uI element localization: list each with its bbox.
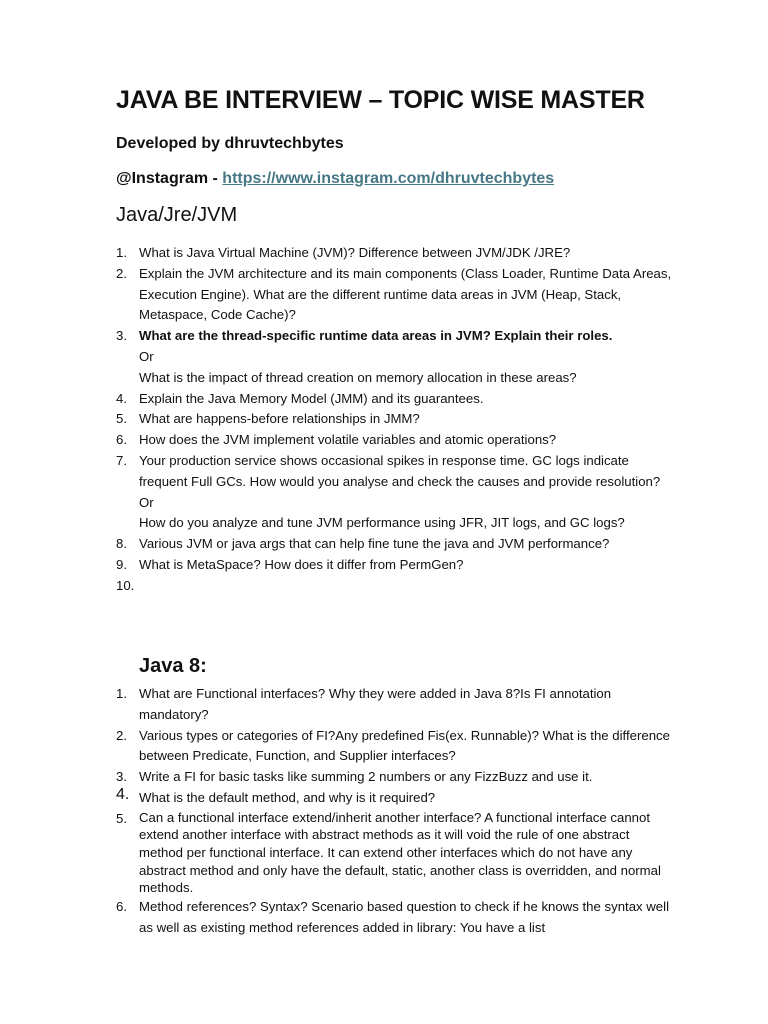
item-number: 2. — [116, 727, 127, 743]
list-item — [116, 389, 676, 410]
item-text: Can a functional interface extend/inherit another interface? A functional interface cannot extend another interface with abstract methods as it will void the rule of one abstract method per functional interface. It can extend other interfaces which do not have any abstract method and only have the default, static, another class is overridden, and normal methods. — [139, 809, 661, 896]
item-number: 1. — [116, 686, 127, 701]
list-item — [116, 809, 676, 897]
list-item — [116, 785, 676, 809]
item-text: Write a FI for basic tasks like summing 2 numbers or any FizzBuzz and use it. — [139, 769, 593, 785]
item-number: 3. — [116, 769, 127, 785]
list-item — [116, 726, 676, 768]
item-number: 8. — [116, 536, 127, 552]
author-line: Developed by dhruvtechbytes — [116, 135, 344, 152]
item-number: 4. — [116, 785, 130, 803]
instagram-line — [116, 170, 554, 188]
item-number: 10. — [116, 577, 135, 593]
list-item — [116, 555, 676, 576]
item-number: 3. — [116, 328, 127, 344]
item-number: 5. — [116, 810, 127, 826]
item-text: Method references? Syntax? Scenario based question to check if he knows the syntax well as well as existing method references added in library: You have a list — [139, 898, 669, 935]
item-number: 2. — [116, 265, 127, 281]
list-item — [116, 264, 676, 326]
item-text: What are happens-before relationships in JMM? — [139, 411, 420, 427]
section-heading-jvm: Java/Jre/JVM — [116, 204, 238, 226]
item-text: Explain the Java Memory Model (JMM) and its guarantees. — [139, 390, 484, 406]
list-item — [116, 684, 676, 726]
list-item — [116, 409, 676, 430]
item-text: What are Functional interfaces? Why they were added in Java 8?Is FI annotation mandatory? — [139, 686, 612, 722]
list-item — [116, 243, 676, 264]
item-number: 6. — [116, 432, 127, 448]
item-text: What is the default method, and why is it required? — [139, 789, 436, 805]
item-text: What is MetaSpace? How does it differ from PermGen? — [139, 556, 464, 572]
jvm-question-list — [116, 243, 676, 597]
item-or: Or — [139, 348, 154, 364]
list-item — [116, 451, 676, 534]
item-number: 5. — [116, 411, 127, 427]
list-item — [116, 576, 676, 597]
item-text: How does the JVM implement volatile variables and atomic operations? — [139, 432, 557, 448]
instagram-prefix: @Instagram - — [116, 170, 223, 187]
item-number: 7. — [116, 452, 127, 468]
item-text: Your production service shows occasional spikes in response time. GC logs indicate frequent Full GCs. How would you analyse and check the causes and provide resolution? — [139, 452, 661, 489]
item-number: 4. — [116, 390, 127, 406]
list-item — [116, 326, 676, 388]
document-title: JAVA BE INTERVIEW – TOPIC WISE MASTER — [116, 86, 645, 114]
item-alt-text: What is the impact of thread creation on memory allocation in these areas? — [139, 369, 577, 385]
list-item — [116, 534, 676, 555]
item-text — [139, 576, 676, 597]
item-text: Various types or categories of FI?Any predefined Fis(ex. Runnable)? What is the difference between Predicate, Function, and Supplier interfaces? — [139, 727, 670, 764]
item-number: 6. — [116, 898, 127, 914]
list-item — [116, 767, 676, 788]
item-number: 1. — [116, 245, 127, 260]
java8-question-list — [116, 684, 676, 938]
list-item — [116, 897, 676, 939]
instagram-link[interactable]: https://www.instagram.com/dhruvtechbytes — [222, 170, 555, 187]
item-text: What are the thread-specific runtime data areas in JVM? Explain their roles. — [139, 328, 613, 344]
item-number: 9. — [116, 556, 127, 572]
item-alt-text: How do you analyze and tune JVM performance using JFR, JIT logs, and GC logs? — [139, 515, 625, 531]
section-heading-java8: Java 8: — [139, 655, 207, 677]
item-text: Various JVM or java args that can help fine tune the java and JVM performance? — [139, 536, 610, 552]
item-text: Explain the JVM architecture and its main components (Class Loader, Runtime Data Areas, Execution Engine). What are the different runtime data areas in JVM (Heap, Stack, Metaspace, Code Cache)? — [139, 265, 672, 323]
item-or: Or — [139, 494, 154, 510]
item-text: What is Java Virtual Machine (JVM)? Difference between JVM/JDK /JRE? — [139, 245, 571, 260]
list-item — [116, 430, 676, 451]
